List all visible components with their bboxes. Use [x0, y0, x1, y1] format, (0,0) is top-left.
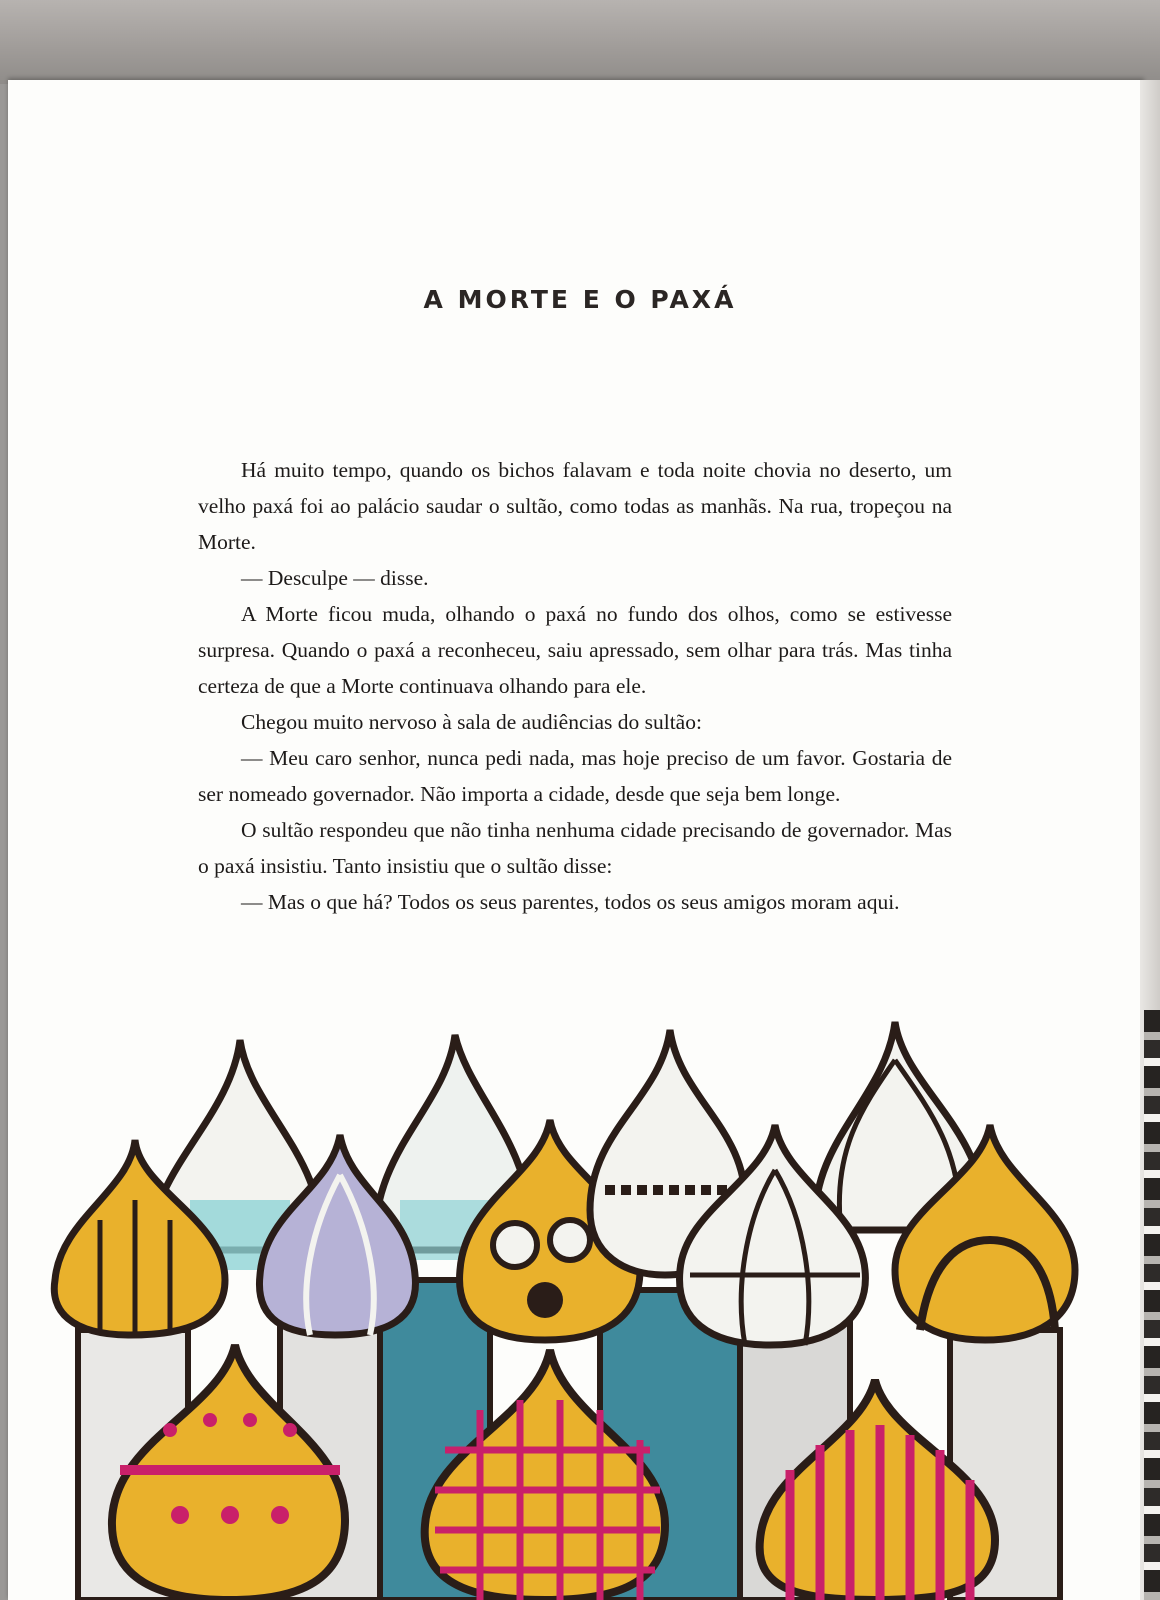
dot-3	[527, 1282, 563, 1318]
scanner-background	[0, 0, 1160, 84]
paragraph-2: — Desculpe — disse.	[241, 566, 429, 590]
paragraph-6: O sultão respondeu que não tinha nenhuma cidade precisando de governador. Mas o paxá insistiu. Tanto insistiu que o sultão disse:	[198, 818, 952, 878]
pink-dot-7	[271, 1506, 289, 1524]
paragraph-5: — Meu caro senhor, nunca pedi nada, mas hoje preciso de um favor. Gostaria de ser nomeado governador. Não importa a cidade, desde que seja bem longe.	[198, 746, 952, 806]
story-text	[198, 452, 952, 920]
paragraph-7: — Mas o que há? Todos os seus parentes, todos os seus amigos moram aqui.	[241, 890, 900, 914]
pink-dot-3	[243, 1413, 257, 1427]
dot-2	[550, 1220, 590, 1260]
paragraph-4: Chegou muito nervoso à sala de audiências do sultão:	[241, 710, 702, 734]
dome-striped-pink-lines	[790, 1425, 970, 1600]
paragraph-3: A Morte ficou muda, olhando o paxá no fundo dos olhos, como se estivesse surpresa. Quando o paxá a reconheceu, saiu apressado, sem olhar para trás. Mas tinha certeza de que a Morte continuava olhando para ele.	[198, 602, 952, 698]
pink-dot-6	[221, 1506, 239, 1524]
pink-dot-5	[171, 1506, 189, 1524]
pink-dot-2	[203, 1413, 217, 1427]
story-title: A MORTE E O PAXÁ	[423, 284, 737, 314]
pink-dot-1	[163, 1423, 177, 1437]
onion-domes-illustration	[0, 1020, 1160, 1600]
paragraph-1: Há muito tempo, quando os bichos falavam e toda noite chovia no deserto, um velho paxá foi ao palácio saudar o sultão, como todas as manhãs. Na rua, tropeçou na Morte.	[198, 458, 952, 554]
pink-dot-4	[283, 1423, 297, 1437]
dot-1	[493, 1223, 537, 1267]
